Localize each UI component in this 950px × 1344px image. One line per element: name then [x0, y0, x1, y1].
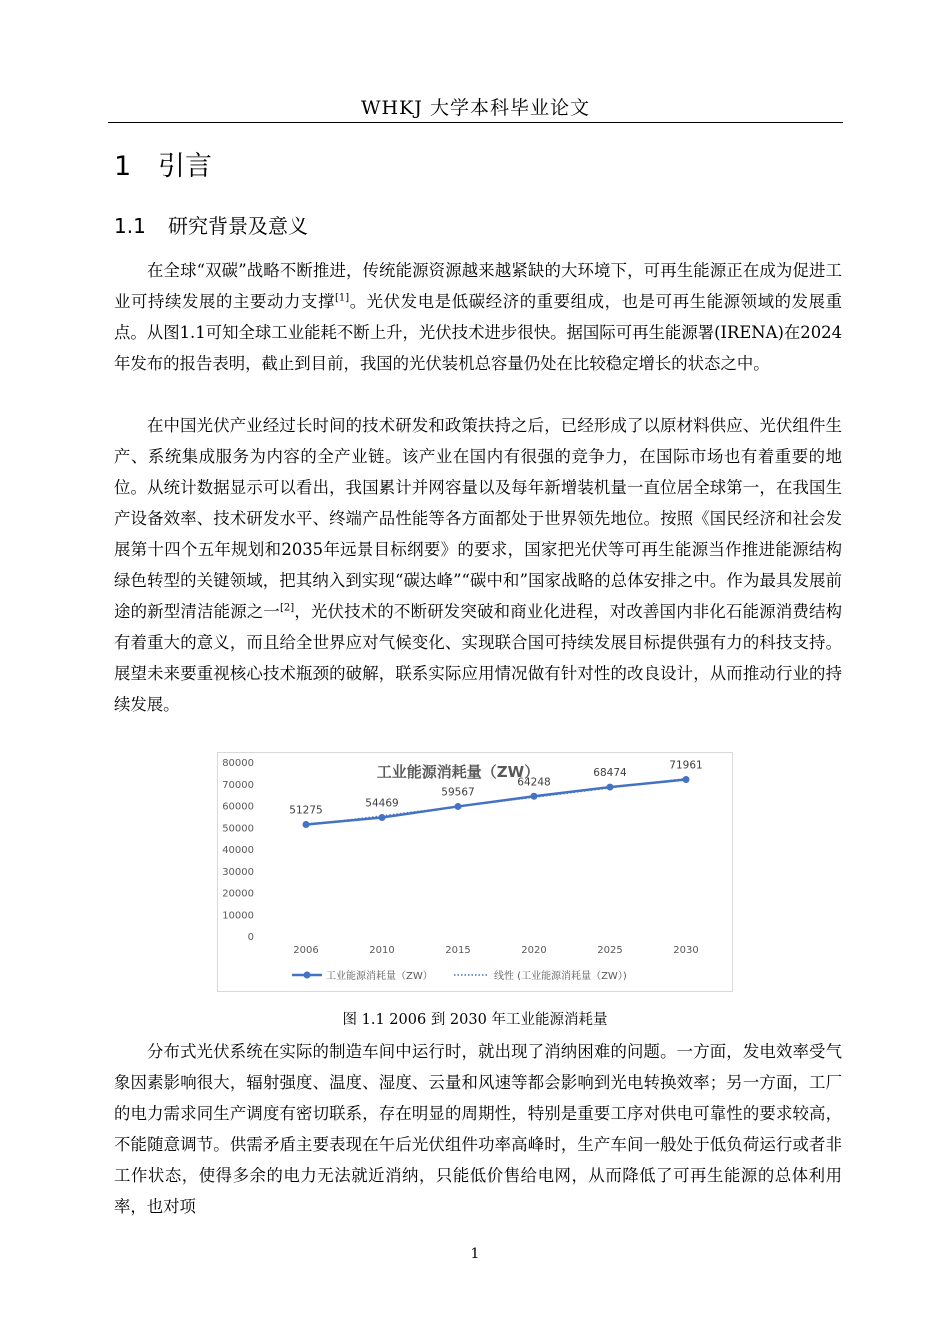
data-label: 59567	[441, 786, 475, 799]
y-tick-label: 60000	[222, 801, 254, 813]
y-tick-label: 40000	[222, 845, 254, 856]
page-number: 1	[470, 1246, 480, 1262]
x-tick-label: 2010	[369, 945, 395, 956]
figure-chart	[217, 752, 733, 992]
data-point	[531, 793, 538, 800]
chapter-heading	[114, 150, 212, 184]
x-tick-label: 2025	[597, 945, 623, 956]
figure-caption: 图 1.1 2006 到 2030 年工业能源消耗量	[342, 1012, 608, 1028]
section-heading	[114, 212, 308, 240]
paragraph-3: 分布式光伏系统在实际的制造车间中运行时，就出现了消纳困难的问题。一方面，发电效率受气象因素影响很大，辐射强度、温度、湿度、云量和风速等都会影响到光电转换效率；另一方面，工厂的电力需求同生产调度有密切联系，存在明显的周期性，特别是重要工序对供电可靠性的要求较高，不能随意调节。供需矛盾主要表现在午后光伏组件功率高峰时，生产车间一般处于低负荷运行或者非工作状态，使得多余的电力无法就近消纳，只能低价售给电网，从而降低了可再生能源的总体利用率，也对项	[114, 1042, 842, 1216]
citation-2: [2]	[280, 602, 295, 614]
data-label: 54469	[365, 797, 399, 810]
chart-title: 工业能源消耗量（ZW）	[376, 763, 540, 781]
data-point	[683, 776, 690, 783]
paragraph-2-text-a: 在中国光伏产业经过长时间的技术研发和政策扶持之后，已经形成了以原材料供应、光伏组件生产、系统集成服务为内容的全产业链。该产业在国内有很强的竞争力，在国际市场也有着重要的地位。从统计数据显示可以看出，我国累计并网容量以及每年新增装机量一直位居全球第一，在我国生产设备效率、技术研发水平、终端产品性能等各方面都处于世界领先地位。按照《国民经济和社会发展第十四个五年规划和2035年远景目标纲要》的要求，国家把光伏等可再生能源当作推进能源结构绿色转型的关键领域，把其纳入到实现“碳达峰”“碳中和”国家战略的总体安排之中。作为最具发展前途的新型清洁能源之一	[114, 416, 842, 621]
paragraph-1	[114, 255, 842, 379]
y-tick-label: 20000	[222, 888, 254, 900]
legend-series-label: 工业能源消耗量（ZW）	[326, 971, 433, 982]
running-header: WHKJ 大学本科毕业论文	[108, 94, 843, 123]
paragraph-2	[114, 410, 842, 720]
paragraph-1-text-a: 在全球“双碳”战略不断推进，传统能源资源越来越紧缺的大环境下，可再生能源正在成为促进工业可持续发展的主要动力支撑	[114, 261, 842, 311]
legend-trend-label: 线性 (工业能源消耗量（ZW）)	[494, 971, 627, 982]
data-label: 64248	[517, 776, 551, 789]
x-tick-label: 2030	[673, 945, 699, 956]
data-label: 71961	[669, 759, 703, 772]
citation-1: [1]	[334, 292, 350, 304]
x-tick-label: 2015	[445, 945, 471, 956]
section-title: 研究背景及意义	[168, 214, 308, 238]
data-point	[303, 821, 310, 828]
paragraph-1-text-b: 。光伏发电是低碳经济的重要组成，也是可再生能源领域的发展重点。从图1.1可知全球工业能耗不断上升，光伏技术进步很快。据国际可再生能源署(IRENA)在2024年发布的报告表明，截止到目前，我国的光伏装机总容量仍处在比较稳定增长的状态之中。	[114, 292, 843, 373]
x-tick-label: 2006	[293, 945, 319, 956]
y-tick-label: 50000	[222, 823, 254, 835]
y-tick-label: 30000	[222, 866, 254, 878]
data-label: 51275	[289, 804, 323, 817]
section-number: 1.1	[114, 214, 146, 238]
paragraph-2-text-b: ，光伏技术的不断研发突破和商业化进程，对改善国内非化石能源消费结构有着重大的意义，而且给全世界应对气候变化、实现联合国可持续发展目标提供强有力的科技支持。展望未来要重视核心技术瓶颈的破解，联系实际应用情况做有针对性的改良设计，从而推动行业的持续发展。	[114, 602, 843, 714]
y-tick-label: 10000	[222, 910, 254, 922]
data-point	[607, 784, 614, 791]
x-tick-label: 2020	[521, 945, 547, 956]
data-point	[379, 814, 386, 821]
chapter-title: 引言	[158, 151, 212, 182]
chapter-number: 1	[114, 151, 132, 182]
data-label: 68474	[593, 767, 627, 780]
y-tick-label: 70000	[222, 779, 254, 791]
legend-series-marker	[304, 972, 311, 979]
y-tick-label: 0	[247, 932, 254, 943]
data-point	[455, 803, 462, 810]
y-tick-label: 80000	[222, 758, 254, 769]
line-chart	[218, 753, 732, 991]
